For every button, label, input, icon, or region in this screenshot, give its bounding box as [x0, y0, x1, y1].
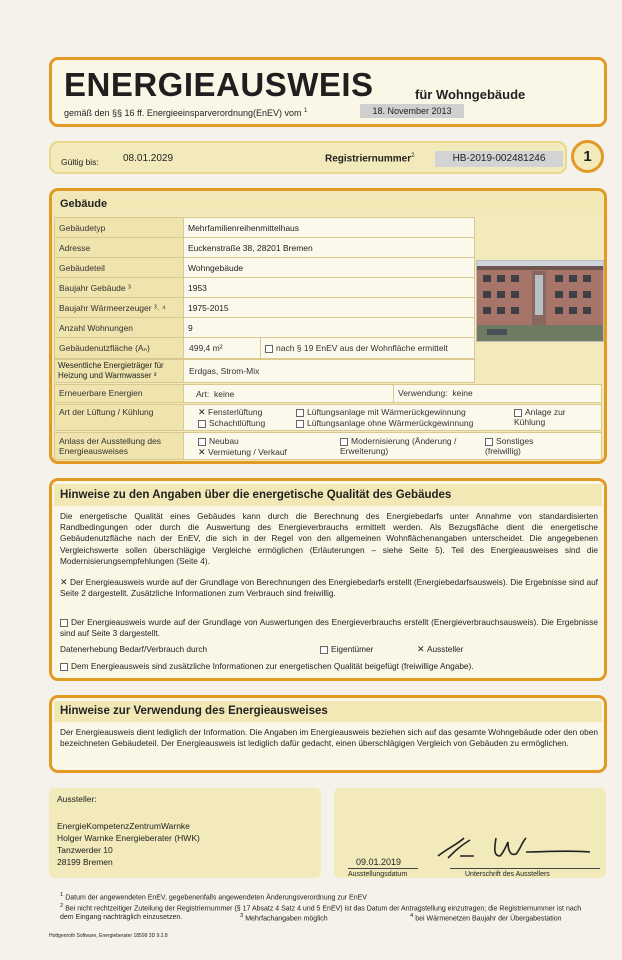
area-row [54, 337, 475, 359]
building-row [55, 298, 475, 318]
checkbox-icon [198, 438, 206, 446]
ventilation-row [54, 404, 602, 431]
additional-info-option[interactable]: Dem Energieausweis sind zusätzliche Informationen zur energetischen Qualität beigefügt (freiwillige Angabe). [60, 661, 598, 672]
building-row-value: 9 [184, 318, 475, 338]
checkbox-icon [514, 409, 522, 417]
quality-hints-intro: Die energetische Qualität eines Gebäudes kann durch die Berechnung des Energiebedarfs unter Annahme von standardisierten Randbedingungen oder durch die Auswertung des Energieverbrauchs ermittelt werden. Als Bezugsfläche dient die energetische Gebäudenutzfläche nach der EnEV, die sich in der Regel von den allgemeinen Wohnflächenangaben unterscheidet. Die angegebenen Vergleichswerte sollen überschlägige Vergleiche ermöglichen (Erläuterungen – siehe Seite 5). Teil des Energieausweises sind die Modernisierungsempfehlungen (Seite 4). [60, 511, 598, 566]
building-row [55, 238, 475, 258]
registration-number: HB-2019-002481246 [435, 151, 563, 167]
footnote-1: $^1$ Datum der angewendeten EnEV, gegebenenfalls angewendeten Änderungsverordnung zur EnEV [60, 892, 367, 902]
signature-line [450, 868, 600, 869]
building-row-value: 1953 [184, 278, 475, 298]
vent-system-with-recovery[interactable]: Lüftungsanlage mit Wärmerückgewinnung [296, 407, 466, 417]
data-collector-label: Datenerhebung Bedarf/Verbrauch durch [60, 644, 208, 654]
signature-image [430, 830, 600, 866]
checkbox-icon [296, 409, 304, 417]
validity-bar [49, 141, 567, 174]
demand-option[interactable]: ✕ Der Energieausweis wurde auf der Grundlage von Berechnungen des Energiebedarfs erstellt (Energiebedarfsausweis). Die Ergebnisse sind auf Seite 2 dargestellt. Zusätzliche Informationen zum Verbrauch sind freiwillig. [60, 577, 598, 599]
renewables-type: Art: keine [196, 389, 235, 399]
regulation-date: 18. November 2013 [360, 104, 464, 118]
building-row-value: Euckenstraße 38, 28201 Bremen [184, 238, 475, 258]
building-row-value: 1975-2015 [184, 298, 475, 318]
vent-cooling[interactable]: Anlage zur Kühlung [514, 407, 566, 427]
checkbox-icon [340, 438, 348, 446]
issue-date: 09.01.2019 [356, 857, 402, 867]
area-key: Gebäudenutzfläche (Aₙ) [55, 338, 184, 358]
reason-modernisation[interactable]: Modernisierung (Änderung / Erweiterung) [340, 436, 457, 456]
registration-label: Registriernummer$^2$ [325, 153, 415, 165]
reason-row [54, 432, 602, 460]
building-row [55, 258, 475, 278]
issuer-line3: Tanzwerder 10 [57, 845, 113, 855]
area-value: 499,4 m² [189, 343, 223, 353]
usage-hints-text: Der Energieausweis dient lediglich der Information. Die Angaben im Energieausweis beziehen sich auf das gesamte Wohngebäude oder den oben bezeichneten Gebäudeteil. Der Energieausweis ist lediglich dafür gedacht, einen überschlägigen Vergleich von Gebäuden zu ermöglichen. [60, 727, 598, 749]
building-row [55, 278, 475, 298]
checkbox-icon [320, 646, 328, 654]
collector-issuer[interactable]: ✕ Aussteller [417, 644, 464, 655]
building-row-key: Adresse [55, 238, 184, 258]
building-row [55, 318, 475, 338]
vent-shaft[interactable]: Schachtlüftung [198, 418, 265, 428]
document-subtitle: für Wohngebäude [415, 87, 526, 102]
valid-until-label: Gültig bis: [61, 157, 99, 167]
quality-hints-title: Hinweise zu den Angaben über die energetische Qualität des Gebäudes [54, 484, 602, 506]
renewables-usage: Verwendung: keine [393, 385, 473, 402]
building-section [49, 188, 607, 464]
energy-carrier-value: Erdgas, Strom-Mix [189, 366, 260, 376]
issuer-box [49, 788, 321, 878]
building-row-key: Baujahr Gebäude ³ [55, 278, 184, 298]
usage-hints-section [49, 695, 607, 773]
page-number: 1 [583, 148, 592, 165]
signature-label: Unterschrift des Ausstellers [465, 871, 550, 878]
building-photo-image [477, 261, 603, 341]
issue-date-label: Ausstellungsdatum [348, 871, 408, 878]
checked-x-icon: ✕ [198, 447, 206, 458]
footnote-4: $^4$ bei Wärmenetzen Baujahr der Übergabestation [410, 913, 562, 923]
checkbox-icon [60, 663, 68, 671]
page-number-badge [571, 140, 604, 173]
issue-date-line [348, 868, 418, 869]
area-note-checkbox[interactable] [265, 345, 273, 353]
checked-x-icon: ✕ [198, 407, 206, 418]
energy-carrier-key: Wesentliche Energieträger für Heizung und Warmwasser ³ [55, 360, 184, 382]
issuer-label: Aussteller: [57, 794, 97, 804]
vent-system-without-recovery[interactable]: Lüftungsanlage ohne Wärmerückgewinnung [296, 418, 473, 428]
energy-carrier-row [54, 359, 475, 383]
building-row-value: Mehrfamilienreihenmittelhaus [184, 218, 475, 238]
checkbox-icon [198, 420, 206, 428]
building-row-key: Anzahl Wohnungen [55, 318, 184, 338]
renewables-key: Erneuerbare Energien [55, 385, 184, 402]
collector-owner[interactable]: Eigentümer [320, 644, 373, 655]
valid-until-date: 08.01.2029 [123, 153, 174, 164]
building-photo [476, 260, 604, 342]
vent-window[interactable]: ✕ Fensterlüftung [198, 407, 263, 418]
checked-x-icon: ✕ [60, 577, 68, 588]
issuer-line1: EnergieKompetenzZentrumWarnke [57, 821, 190, 831]
area-note: nach § 19 EnEV aus der Wohnfläche ermittelt [260, 338, 448, 358]
issuer-line4: 28199 Bremen [57, 857, 113, 867]
ventilation-key: Art der Lüftung / Kühlung [55, 405, 184, 430]
checkbox-icon [485, 438, 493, 446]
header-box [49, 57, 607, 127]
renewables-row [54, 384, 602, 403]
reason-other[interactable]: Sonstiges (freiwillig) [485, 436, 534, 456]
checkbox-icon [60, 619, 68, 627]
regulation-text: gemäß den §§ 16 ff. Energieeinsparverordnung(EnEV) vom $^1$ [64, 108, 308, 118]
building-row-key: Baujahr Wärmeerzeuger ³˒ ⁴ [55, 298, 184, 318]
reason-new-building[interactable]: Neubau [198, 436, 239, 446]
consumption-option[interactable]: Der Energieausweis wurde auf der Grundlage von Auswertungen des Energieverbrauchs erstellt (Energieverbrauchsausweis). Die Ergebnisse sind auf Seite 3 dargestellt. [60, 617, 598, 639]
document-title: ENERGIEAUSWEIS [64, 66, 374, 103]
footnote-2: $^2$ Bei nicht rechtzeitiger Zuteilung der Registriernummer (§ 17 Absatz 4 Satz 4 und 5 EnEV) ist das Datum der Antragstellung einzutragen; die Registriernummer ist nach dem Eingang nachträglich einzusetzen. [60, 903, 582, 922]
reason-rental-sale[interactable]: ✕ Vermietung / Verkauf [198, 447, 287, 458]
footnote-3: $^3$ Mehrfachangaben möglich [240, 913, 328, 923]
software-credit: Hottgenroth Software, Energieberater 18599 3D 9.2.8 [49, 933, 168, 939]
signature-box [334, 788, 606, 878]
issuer-line2: Holger Warnke Energieberater (HWK) [57, 833, 200, 843]
checked-x-icon: ✕ [417, 644, 425, 655]
quality-hints-section [49, 478, 607, 681]
building-section-title: Gebäude [54, 194, 602, 214]
building-row-key: Gebäudeteil [55, 258, 184, 278]
checkbox-icon [296, 420, 304, 428]
building-row-value: Wohngebäude [184, 258, 475, 278]
usage-hints-title: Hinweise zur Verwendung des Energieausweises [54, 701, 602, 722]
building-table [54, 217, 475, 338]
building-row [55, 218, 475, 238]
building-row-key: Gebäudetyp [55, 218, 184, 238]
reason-key: Anlass der Ausstellung des Energieausweises [55, 433, 184, 459]
